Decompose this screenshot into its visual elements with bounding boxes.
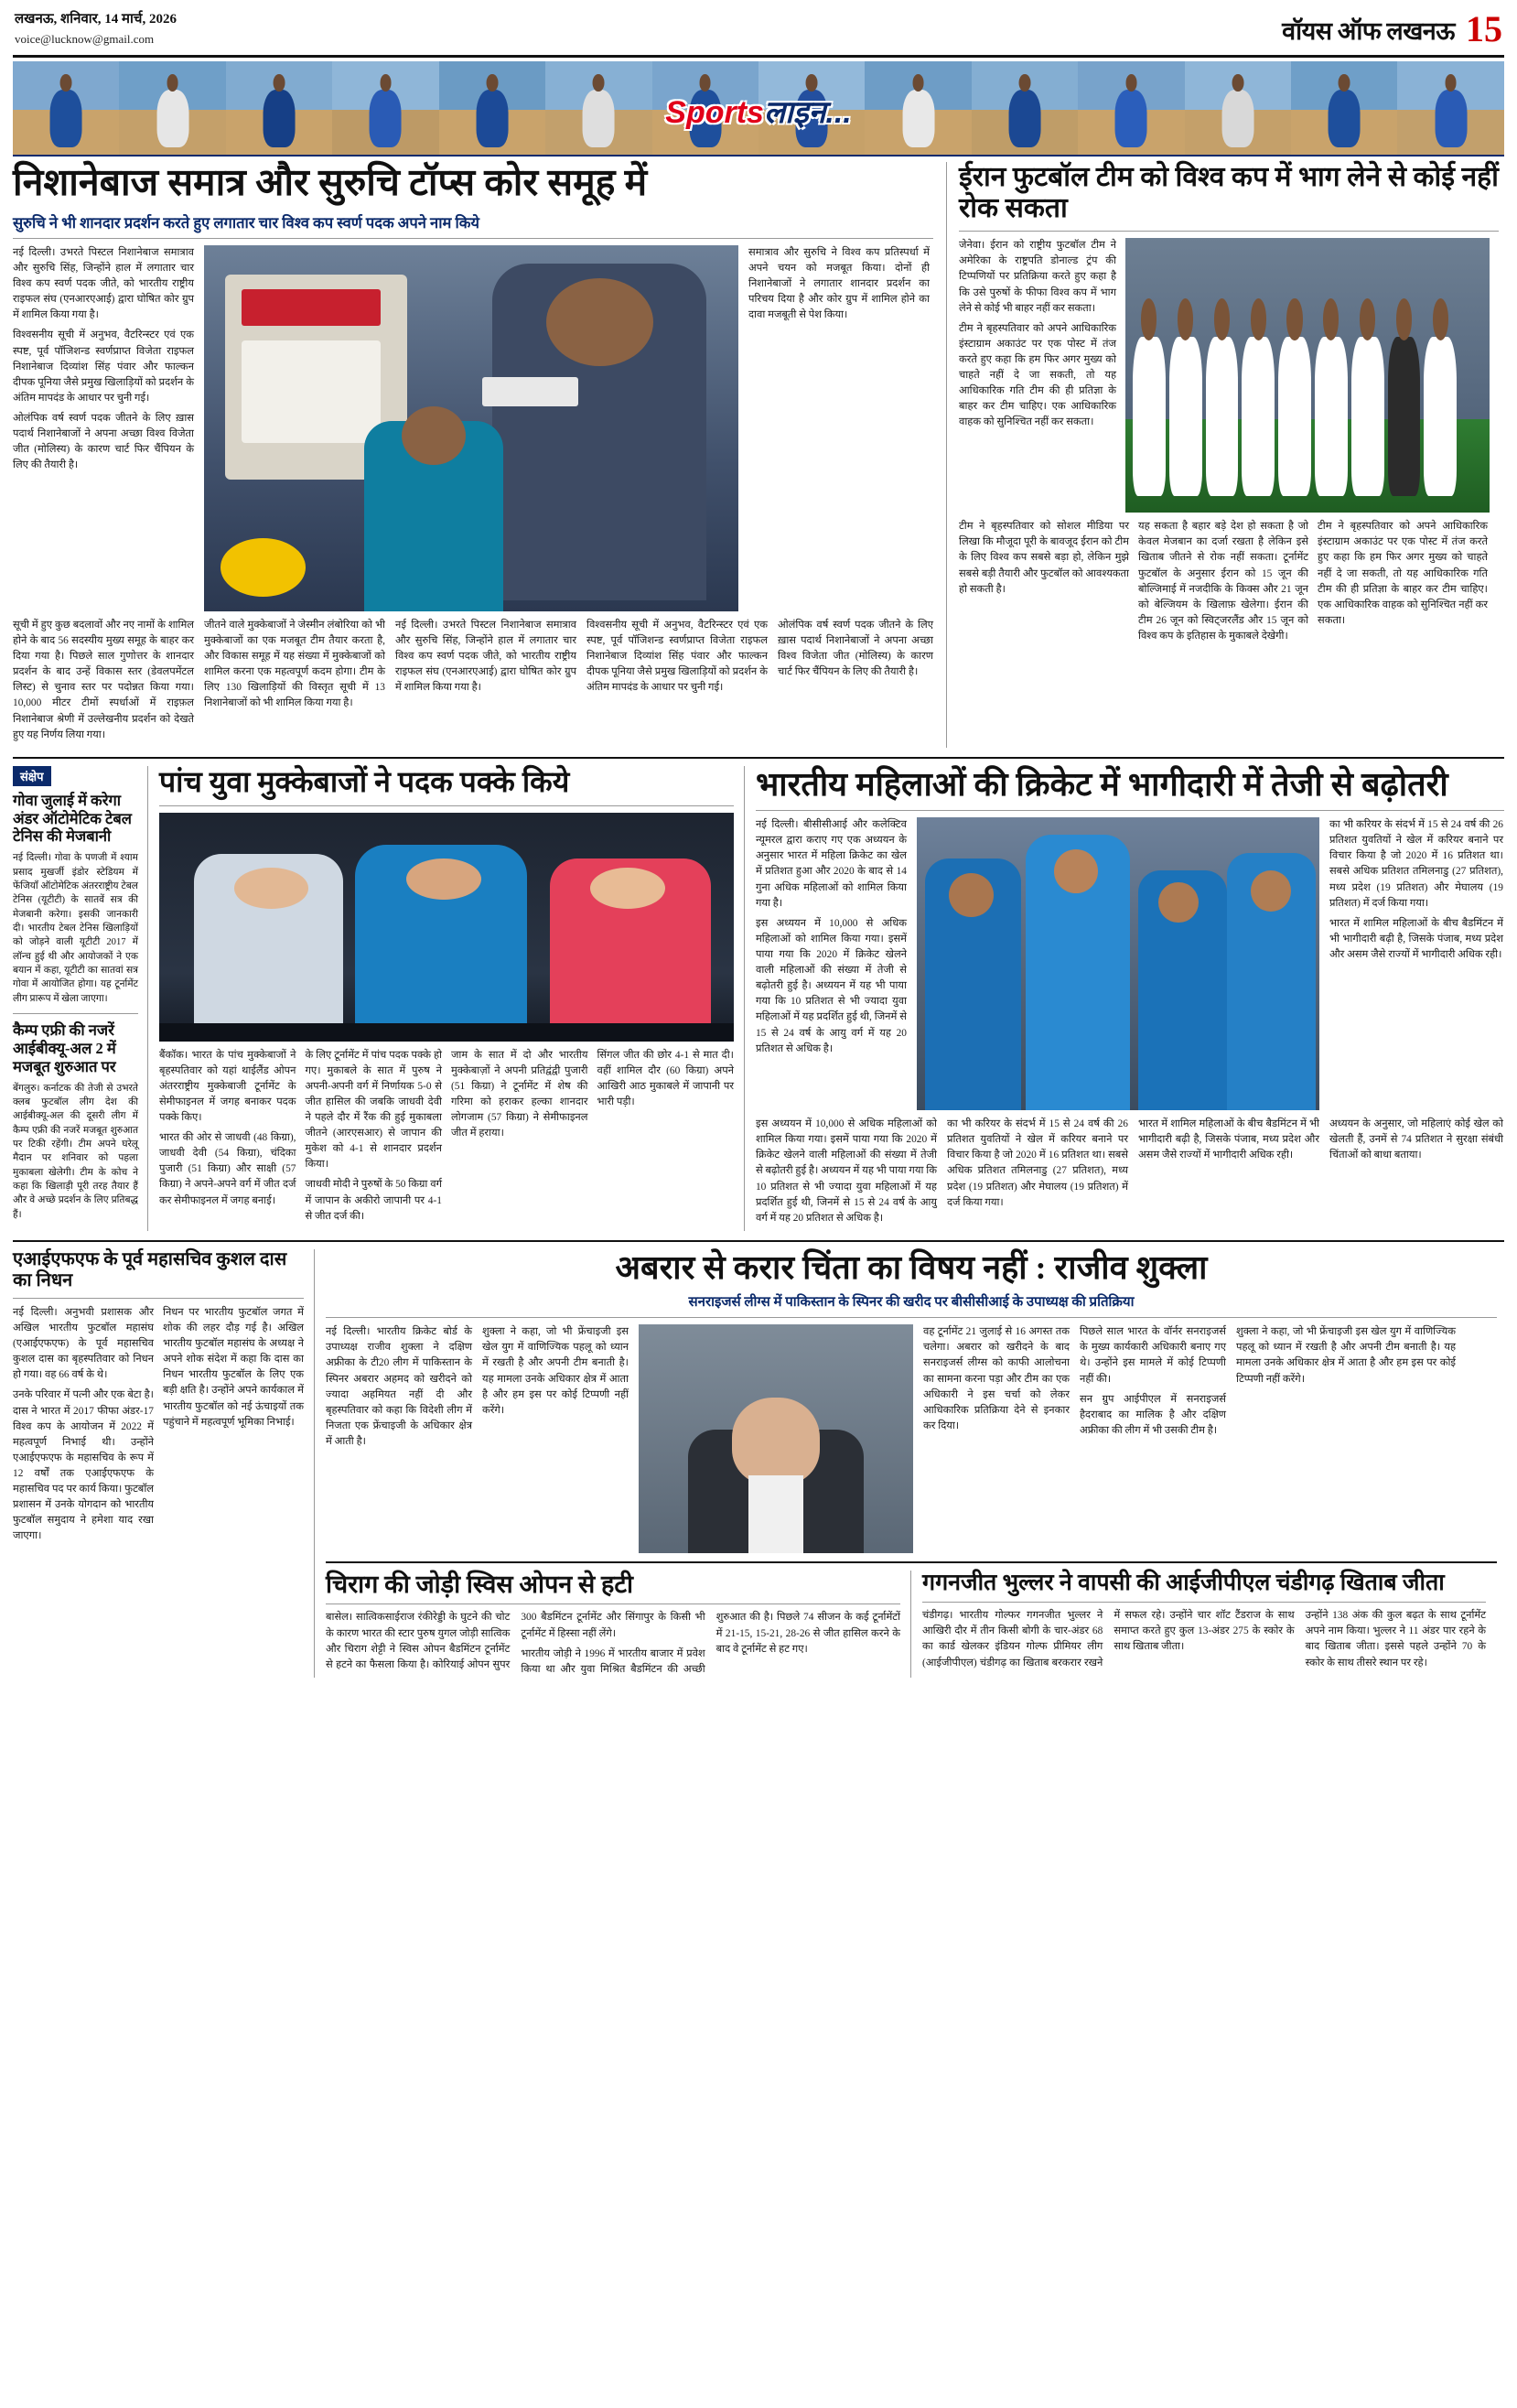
iran-para: टीम ने बृहस्पतिवार को अपने आधिकारिक इंस्टाग्राम अकाउंट पर एक पोस्ट में तंज करते हुए कहा कि हम फिर अगर मुख्य को चाहते नहीं दे जा सकती, तो यह आधिकारिक गति टीम की ही प्रतिज्ञा के बाहर कर टीम चाहिए। एक आधिकारिक वाहक को सुनिश्चित नहीं कर सकता। (959, 322, 1116, 428)
lead-col-b2 (204, 618, 385, 748)
lead-col-1 (13, 245, 194, 611)
abrar-col-2 (482, 1324, 629, 1553)
lead-para: ओलंपिक वर्ष स्वर्ण पदक जीतने के लिए ख़ास पदार्थ निशानेबाजों ने अपना अच्छा विश्व विजेता जीत (मोलिस्य) के कारण चार्ट फिर चैंपियन के लिए की तैयारी है। (778, 619, 933, 678)
wc-para: इस अध्ययन में 10,000 से अधिक महिलाओं को शामिल किया गया। इसमें पाया गया कि 2020 में क्रिकेट खेलने वाली महिलाओं की संख्या में तेजी से बढ़ोतरी हुई है। अध्ययन में यह भी पाया गया कि 10 प्रतिशत से भी ज्यादा युवा महिलाओं में यह प्रदर्शित हुई थी, जिनमें से 15 से 24 वर्ष के आयु वर्ग में यह 20 प्रतिशत से अधिक है। (755, 917, 907, 1054)
boxers-story (159, 766, 745, 1231)
boxers-para: भारत की ओर से जाधवी (48 किग्रा), जाधवी देवी (54 किग्रा), चंदिका पुजारी (51 किग्रा) और साक्षी (57 किग्रा) ने अपने-अपने वर्ग में जीत दर्ज कर सेमीफाइनल में जगह बनाई। (158, 1132, 296, 1206)
lead-para: नई दिल्ली। उभरते पिस्टल निशानेबाज समात्राव और सुरुचि सिंह, जिन्होंने हाल में लगातार चार विश्व कप स्वर्ण पदक जीते, को भारतीय राष्ट्रीय राइफल संघ (एनआरएआई) द्वारा घोषित कोर ग्रुप में शामिल किया गया है। (395, 619, 576, 694)
lead-col-b3 (395, 618, 576, 748)
aiff-headline: एआईएफएफ के पूर्व महासचिव कुशल दास का निधन (13, 1248, 287, 1290)
boxers-para: बैंकॉक। भारत के पांच मुक्केबाजों ने बृहस्पतिवार को यहां थाईलैंड ओपन अंतरराष्ट्रीय मुक्केबाजी टूर्नामेंट के सेमीफाइनल में जगह बनाकर पदक पक्के किए। (158, 1049, 296, 1124)
aiff-para: नई दिल्ली। अनुभवी प्रशासक और अखिल भारतीय फुटबॉल महासंघ (एआईएफएफ) के पूर्व महासचिव कुशल दास का बृहस्पतिवार को निधन हो गया। वह 66 वर्ष के थे। (13, 1306, 154, 1381)
sankshep-headline-1: गोवा जुलाई में करेगा अंडर ऑटोमेटिक टेबल टेनिस की मेजबानी (13, 791, 132, 846)
wc-col-3 (1329, 817, 1503, 1110)
abrar-para: सन ग्रुप आईपीएल में सनराइजर्स हैदराबाद का मालिक है और दक्षिण अफ्रीका की लीग में भी उसकी टीम है। (1080, 1393, 1226, 1436)
wc-col-b1 (756, 1117, 937, 1231)
wc-col-b4 (1329, 1117, 1503, 1231)
bottom-two-stories (326, 1571, 1497, 1678)
women-cricket-headline: भारतीय महिलाओं की क्रिकेट में भागीदारी में तेजी से बढ़ोतरी (755, 765, 1448, 803)
wc-para: भारत में शामिल महिलाओं के बीच बैडमिंटन में भी भागीदारी बढ़ी है, जिसके पंजाब, मध्य प्रदेश और असम जैसे राज्यों में भागीदारी अधिक रही। (1137, 1118, 1319, 1161)
boxers-col-3 (451, 1048, 588, 1229)
lead-para: ओलंपिक वर्ष स्वर्ण पदक जीतने के लिए ख़ास पदार्थ निशानेबाजों ने अपना अच्छा विश्व विजेता जीत (मोलिस्य) के कारण चार्ट फिर चैंपियन के लिए की तैयारी है। (13, 413, 194, 471)
boxers-headline: पांच युवा मुक्केबाजों ने पदक पक्के किये (158, 764, 570, 798)
women-cricket-photo (917, 817, 1319, 1110)
banner-photo (13, 61, 119, 155)
gaganjeet-headline: गगनजीत भुल्लर ने वापसी की आईजीपीएल चंडीगढ़ खिताब जीता (922, 1571, 1445, 1596)
banner-photo (439, 61, 545, 155)
lead-col-b4 (586, 618, 768, 748)
wc-col-1 (756, 817, 907, 1110)
sankshep-tag: संक्षेप (13, 766, 51, 786)
masthead-right (1282, 8, 1502, 49)
banner-photo (1397, 61, 1503, 155)
lead-para: समात्राव और सुरुचि ने विश्व कप प्रतिस्पर्धा में अपने चयन को मजबूत किया। दोनों ही निशानेबाजों ने लगातार शानदार प्रदर्शन का परिचय दिया है और कोर ग्रुप में शामिल होने का दावा मजबूती से पेश किया। (748, 246, 930, 321)
sankshep-column (13, 766, 148, 1231)
wc-para: नई दिल्ली। बीसीसीआई और कलेक्टिव न्यूमरल द्वारा कराए गए एक अध्ययन के अनुसार भारत में महिला क्रिकेट का खेल में प्रतिशत हुआ और 2020 के बाद से 14 गुना अधिक महिलाओं को शामिल किया गया है। (755, 819, 907, 909)
banner-title-red: Sports (665, 94, 764, 130)
section-divider-2 (13, 1240, 1504, 1242)
abrar-col-5 (1080, 1324, 1226, 1553)
boxers-col-2 (305, 1048, 442, 1229)
top-zone (13, 162, 1504, 748)
gaganjeet-story (922, 1571, 1486, 1678)
wc-para: का भी करियर के संदर्भ में 15 से 24 वर्ष की 26 प्रतिशत युवतियों ने खेल में करियर बनाने पर विचार किया है जो 2020 में 16 प्रतिशत था। सबसे अधिक प्रतिशत तमिलनाडु (27 प्रतिशत), मध्य प्रदेश (19 प्रतिशत) और मेघालय (19 प्रतिशत) में दर्ज किया गया। (1329, 819, 1503, 909)
lead-para: विश्वसनीय सूची में अनुभव, वैटरिन्स्टर एवं एक स्पष्ट, पूर्व पॉजिशन्ड स्वर्णप्राप्त विजेता राइफल निशानेबाज दिव्यांश सिंह पंवार और फाल्कन दीपक पूनिया जैसे प्रमुख खिलाड़ियों को प्रदर्शन के अंतिम मापदंड के आधार पर चुनी गई। (586, 619, 768, 694)
contact-email: voice@lucknow@gmail.com (15, 31, 155, 46)
aiff-col-1 (13, 1305, 154, 1550)
abrar-para: वह टूर्नामेंट 21 जुलाई से 16 अगस्त तक चलेगा। अबरार को खरीदने के बाद सनराइजर्स लीग्स को काफी आलोचना का सामना करना पड़ा और टीम का एक अधिकारी ने इस चर्चा को लेकर आधिकारिक प्रतिक्रिया देने से इनकार कर दिया। (923, 1326, 1070, 1431)
publication-date: लखनऊ, शनिवार, 14 मार्च, 2026 (15, 12, 177, 27)
lead-story (13, 162, 933, 748)
abrar-subhead: सनराइजर्स लीग्स में पाकिस्तान के स्पिनर की खरीद पर बीसीसीआई के उपाध्यक्ष की प्रतिक्रिया (688, 1295, 1135, 1311)
women-cricket-story (756, 766, 1504, 1231)
lead-para: जीतने वाले मुक्केबाजों ने जेस्मीन लंबोरिया को भी मुक्केबाजों का एक मजबूत टीम तैयार करता है, और विकास समूह में यह संख्या में मुक्केबाजों को शामिल करना एक महत्वपूर्ण कदम होगा। टीम के लिए 130 खिलाड़ियों की विस्तृत सूची में 13 निशानेबाजों को भी शामिल किया गया है। (204, 619, 385, 709)
lead-photo (204, 245, 738, 611)
wc-para: अध्ययन के अनुसार, जो महिलाएं कोई खेल को खेलती हैं, उनमें से 74 प्रतिशत ने सुरक्षा संबंधी चिंताओं को बाधा बताया। (1329, 1118, 1503, 1161)
boxers-para: जाम के सात में दो और भारतीय मुक्केबाज़ों ने अपनी प्रतिद्वंद्वी पुजारी (51 किग्रा) ने टूर्नामेंट में शेष की गरिमा को हराकर हल्का शानदार लोगजाम (57 किग्रा) ने सेमीफाइनल जीत में हराया। (450, 1049, 588, 1139)
chirag-story (326, 1571, 911, 1678)
iran-para: जेनेवा। ईरान को राष्ट्रीय फुटबॉल टीम ने अमेरिका के राष्ट्रपति डोनाल्ड ट्रंप की टिप्पणियों पर प्रतिक्रिया करते हुए कहा है कि उसे पुरुषों के फीफा विश्व कप में भाग लेने से कोई भी बाहर नहीं कर सकता। (959, 240, 1116, 314)
iran-para: टीम ने बृहस्पतिवार को सोशल मीडिया पर लिखा कि मौजूदा पूरी के बावजूद ईरान को टीम के लिए विश्व कप सबसे बड़ा हो, लेकिन मुझे सबसे बड़ी तैयारी और फुटबॉल को आवश्यकता हो सकती है। (959, 521, 1129, 595)
publication-name: वॉयस ऑफ लखनऊ (1282, 16, 1455, 45)
aiff-para: निधन पर भारतीय फुटबॉल जगत में शोक की लहर दौड़ गई है। अखिल भारतीय फुटबॉल महासंघ के अध्यक्ष ने अपने शोक संदेश में कहा कि दास का निधन भारतीय फुटबॉल के लिए एक बड़ी क्षति है। उन्होंने अपने कार्यकाल में भारतीय फुटबॉल को नई ऊंचाइयों तक पहुंचाने में महत्वपूर्ण भूमिका निभाई। (163, 1306, 304, 1428)
banner-photo (1185, 61, 1291, 155)
bottom-right-block (326, 1249, 1497, 1678)
boxers-para: जाधवी मोदी ने पुरुषों के 50 किग्रा वर्ग में जापान के अकीरो जापानी पर 4-1 से जीत दर्ज की। (305, 1179, 442, 1222)
rajiv-shukla-photo (639, 1324, 913, 1553)
abrar-story (326, 1249, 1497, 1553)
lead-col-3 (748, 245, 930, 611)
iran-story (946, 162, 1499, 748)
banner-photo (119, 61, 225, 155)
iran-headline: ईरान फुटबॉल टीम को विश्व कप में भाग लेने से कोई नहीं रोक सकता (959, 162, 1499, 223)
boxers-col-1 (159, 1048, 296, 1229)
abrar-col-4 (923, 1324, 1070, 1553)
chirag-headline: चिराग की जोड़ी स्विस ओपन से हटी (326, 1571, 633, 1599)
lead-col-b1 (13, 618, 194, 748)
iran-para: टीम ने बृहस्पतिवार को अपने आधिकारिक इंस्टाग्राम अकाउंट पर एक पोस्ट में तंज करते हुए कहा कि हम फिर अगर मुख्य को चाहते नहीं दे जा सकती, तो यह आधिकारिक गति टीम की ही प्रतिज्ञा के बाहर कर टीम चाहिए। एक आधिकारिक वाहक को सुनिश्चित नहीं कर सकता। (1318, 521, 1488, 626)
sankshep-headline-2: कैम्प एफ्री की नजरें आईबीक्यू-अल 2 में मजबूत शुरुआत पर (13, 1021, 116, 1075)
boxers-col-4 (597, 1048, 734, 1229)
banner-photo (972, 61, 1078, 155)
aiff-para: उनके परिवार में पत्नी और एक बेटा है। दास ने भारत में 2017 फीफा अंडर-17 विश्व कप के आयोजन में 2022 में महत्वपूर्ण निभाई थी। उन्होंने एआईएफएफ के महासचिव के रूप में 12 वर्षों तक एआईएफएफ के महासचिव पद पर कार्य किया। फुटबॉल प्रशासन में उनके योगदान को भारतीय फुटबॉल समुदाय ने हमेशा याद रखा जाएगा। (13, 1389, 154, 1542)
iran-para: यह सकता है बहार बड़े देश हो सकता है जो केवल मेजबान का दर्जा रखता है लेकिन इसे खिताब जीतने से रोक नहीं सकता। टूर्नामेंट फुटबॉल के अनुसार ईरान को 15 जून की बोल्जिमाई में नजदीकि के किक्स और 21 जून को बेल्जियम के खिलाफ़ खेलेगा। ईरान की टीम 26 जून को स्विट्जरलैंड और 15 जून को विश्व कप के इतिहास के मुकाबले देखेगी। (1138, 521, 1308, 642)
abrar-para: नई दिल्ली। भारतीय क्रिकेट बोर्ड के उपाध्यक्ष राजीव शुक्ला ने दक्षिण अफ्रीका के टी20 लीग में पाकिस्तान के स्पिनर अबरार अहमद को खरीदने को ज्यादा अहमियत नहीं दी और बृहस्पतिवार को कहा कि विदेशी लीग में निजता एक फ्रेंचाइजी के अधिकार क्षेत्र में आती है। (326, 1326, 472, 1447)
wc-para: का भी करियर के संदर्भ में 15 से 24 वर्ष की 26 प्रतिशत युवतियों ने खेल में करियर बनाने पर विचार किया है जो 2020 में 16 प्रतिशत था। सबसे अधिक प्रतिशत तमिलनाडु (27 प्रतिशत), मध्य प्रदेश (19 प्रतिशत) और मेघालय (19 प्रतिशत) में दर्ज किया गया। (946, 1118, 1128, 1208)
iran-col-1 (959, 238, 1116, 513)
abrar-para: शुक्ला ने कहा, जो भी फ्रेंचाइजी इस खेल युग में वाणिज्यिक पहलू को ध्यान में रखती है और अपनी टीम बनाती है। यह मामला उनके अधिकार क्षेत्र में आता है और हम इस पर कोई टिप्पणी नहीं करेंगे। (482, 1326, 629, 1416)
page-number: 15 (1466, 8, 1502, 49)
section-divider (13, 757, 1504, 759)
sankshep-text-2: बेंगलुरु। कर्नाटक की तेजी से उभरते क्लब फुटबॉल लीग देश की आईबीक्यू-अल की दूसरी लीग में कैम्प एफ्री की नजरें मजबूत शुरुआत पर टिकी रहेंगी। टीम अपने घरेलू मैदान पर शनिवार को पहला मुकाबला खेलेगी। टीम के कोच ने कहा कि खिलाड़ी पूरी तरह तैयार हैं और वे अच्छे प्रदर्शन के लिए प्रतिबद्ध हैं। (13, 1083, 138, 1220)
chirag-para: बासेल। सात्विकसाईराज रंकीरेड्डी के घुटने की चोट के कारण भारत की स्टार पुरुष युगल जोड़ी सात्विक और चिराग शेट्टी ने स्विस ओपन बैडमिंटन टूर्नामेंट से हटने का फैसला किया है। कोरियाई ओपन सुपर 300 बैडमिंटन टूर्नामेंट और सिंगापुर के किसी भी टूर्नामेंट में हिस्सा नहीं लेंगे। (326, 1612, 705, 1670)
wc-para: इस अध्ययन में 10,000 से अधिक महिलाओं को शामिल किया गया। इसमें पाया गया कि 2020 में क्रिकेट खेलने वाली महिलाओं की संख्या में तेजी से बढ़ोतरी हुई है। अध्ययन में यह भी पाया गया कि 10 प्रतिशत से भी ज्यादा युवा महिलाओं में यह प्रदर्शित हुई थी, जिनमें से 15 से 24 वर्ष के आयु वर्ग में यह 20 प्रतिशत से अधिक है। (755, 1118, 937, 1224)
gaganjeet-para: चंडीगढ़। भारतीय गोल्फर गगनजीत भुल्लर ने आखिरी दौर में तीन किसी बोगी के चार-अंडर 68 का कार्ड खेलकर इंडियन गोल्फ प्रीमियर लीग (आईजीपीएल) चंडीगढ़ का खिताब बरकरार रखने में सफल रहे। उन्होंने चार शॉट टैंडराज के साथ समाप्त करते हुए कुल 13-अंडर 275 के स्कोर के साथ खिताब जीता। (922, 1610, 1295, 1668)
iran-col-b3 (1318, 519, 1488, 649)
abrar-col-6 (1236, 1324, 1456, 1553)
boxers-para: सिंगल जीत की छोर 4-1 से मात दी। वहीं शामिल दौर (60 किग्रा) अपने आखिरी आठ मुकाबले में जापानी पर भारी पड़ी। (597, 1049, 734, 1107)
abrar-para: शुक्ला ने कहा, जो भी फ्रेंचाइजी इस खेल युग में वाणिज्यिक पहलू को ध्यान में रखती है और अपनी टीम बनाती है। यह मामला उनके अधिकार क्षेत्र में आता है और हम इस पर कोई टिप्पणी नहीं करेंगे। (1236, 1326, 1456, 1385)
aiff-col-2 (163, 1305, 304, 1550)
sports-banner (13, 61, 1504, 157)
bottom-zone (13, 1249, 1504, 1678)
boxers-para: के लिए टूर्नामेंट में पांच पदक पक्के हो गए। मुकाबले के सात में पुरुष ने अपनी-अपनी वर्ग में निर्णायक 5-0 से जीत हासिल की जबकि जाधवी देवी ने पहले दौर में रैंक की हुई मुकाबला जीतने (आरएसआर) से जापान की मुकेश को 4-1 से शानदार प्रदर्शन किया। (305, 1049, 442, 1171)
lead-para: विश्वसनीय सूची में अनुभव, वैटरिन्स्टर एवं एक स्पष्ट, पूर्व पॉजिशन्ड स्वर्णप्राप्त विजेता राइफल निशानेबाज दिव्यांश सिंह पंवार और फाल्कन दीपक पूनिया जैसे प्रमुख खिलाड़ियों को प्रदर्शन के अंतिम मापदंड के आधार पर चुनी गई। (13, 329, 194, 404)
abrar-col-1 (326, 1324, 472, 1553)
banner-title (665, 90, 851, 132)
banner-photo (1078, 61, 1184, 155)
mid-zone (13, 766, 1504, 1231)
banner-photo (332, 61, 438, 155)
lead-para: सूची में हुए कुछ बदलावों और नए नामों के शामिल होने के बाद 56 सदस्यीय मुख्य समूह के बाहर कर दिया गया है। पिछले साल गुणोत्तर के शानदार प्रदर्शन के बाद उन्हें विकास स्तर (डेवलपमेंटल लिस्ट) से चुनाव स्तर पर पदोन्नत किया गया। 10,000 मीटर टीमों स्पर्धाओं में राइफ़ल निशानेबाज श्रेणी में उल्लेखनीय प्रदर्शन को देखते हुए यह निर्णय लिया गया। (13, 619, 194, 740)
boxers-photo (159, 813, 734, 1042)
aiff-story (13, 1249, 315, 1678)
wc-para: भारत में शामिल महिलाओं के बीच बैडमिंटन में भी भागीदारी बढ़ी है, जिसके पंजाब, मध्य प्रदेश और असम जैसे राज्यों में भागीदारी अधिक रही। (1329, 917, 1503, 960)
abrar-headline: अबरार से करार चिंता का विषय नहीं : राजीव शुक्ला (615, 1248, 1208, 1286)
wc-col-b3 (1138, 1117, 1319, 1231)
banner-photo (865, 61, 971, 155)
iran-col-b2 (1138, 519, 1308, 649)
banner-photo (1291, 61, 1397, 155)
masthead-left (15, 9, 177, 48)
chirag-para: भारतीय जोड़ी ने 1996 में भारतीय बाजार में प्रवेश किया था और युवा मिश्रित बैडमिंटन की अच्छी शुरुआत की है। पिछले 74 सीजन के कई टूर्नामेंटों में 21-15, 15-21, 28-26 से जीत हासिल करने के बाद वे टूर्नामेंट से हट गए। (521, 1612, 900, 1675)
iran-col-b1 (959, 519, 1129, 649)
sankshep-text-1: नई दिल्ली। गोवा के पणजी में श्याम प्रसाद मुखर्जी इंडोर स्टेडियम में फेंजियाँ ऑटोमेटिक अंतरराष्ट्रीय टेबल टेनिस (यूटीटी) के सातवें सत्र की मेजबानी करेगा। इसकी जानकारी दी। भारतीय टेबल टेनिस खिलाड़ियों को जोड़ने वाली यूटीटी 2017 में लॉन्च हुई थी और आयोजकों ने एक बयान में कहा, यूटीटी का सातवां सत्र गोवा में आयोजित होगा। यह टूर्नामेंट लीग प्रारूप में खेला जाएगा। (13, 853, 138, 1004)
abrar-para: पिछले साल भारत के वॉर्नर सनराइजर्स के मुख्य कार्यकारी अधिकारी बनाए गए थे। उन्होंने इस मामले में कोई टिप्पणी नहीं की। (1080, 1326, 1226, 1385)
iran-team-photo (1125, 238, 1490, 513)
lead-col-b5 (778, 618, 933, 748)
banner-photo (545, 61, 651, 155)
gaganjeet-para: उन्होंने 138 अंक की कुल बढ़त के साथ टूर्नामेंट अपने नाम किया। भुल्लर ने 11 अंडर पार रहने के बाद खिताब जीता। इससे पहले उन्होंने 70 के स्कोर के साथ तीसरे स्थान पर रहे। (1305, 1610, 1486, 1668)
wc-col-b2 (947, 1117, 1128, 1231)
banner-title-dark: लाइन... (763, 94, 852, 130)
masthead (13, 9, 1504, 51)
banner-photo (226, 61, 332, 155)
lead-subhead: सुरुचि ने भी शानदार प्रदर्शन करते हुए लगातार चार विश्व कप स्वर्ण पदक अपने नाम किये (13, 213, 479, 232)
lead-headline: निशानेबाज समात्र और सुरुचि टॉप्स कोर समूह में (13, 161, 648, 203)
masthead-rule (13, 55, 1504, 58)
lead-para: नई दिल्ली। उभरते पिस्टल निशानेबाज समात्राव और सुरुचि सिंह, जिन्होंने हाल में लगातार चार विश्व कप स्वर्ण पदक जीते, को भारतीय राष्ट्रीय राइफल संघ (एनआरएआई) द्वारा घोषित कोर ग्रुप में शामिल किया गया है। (13, 246, 194, 321)
